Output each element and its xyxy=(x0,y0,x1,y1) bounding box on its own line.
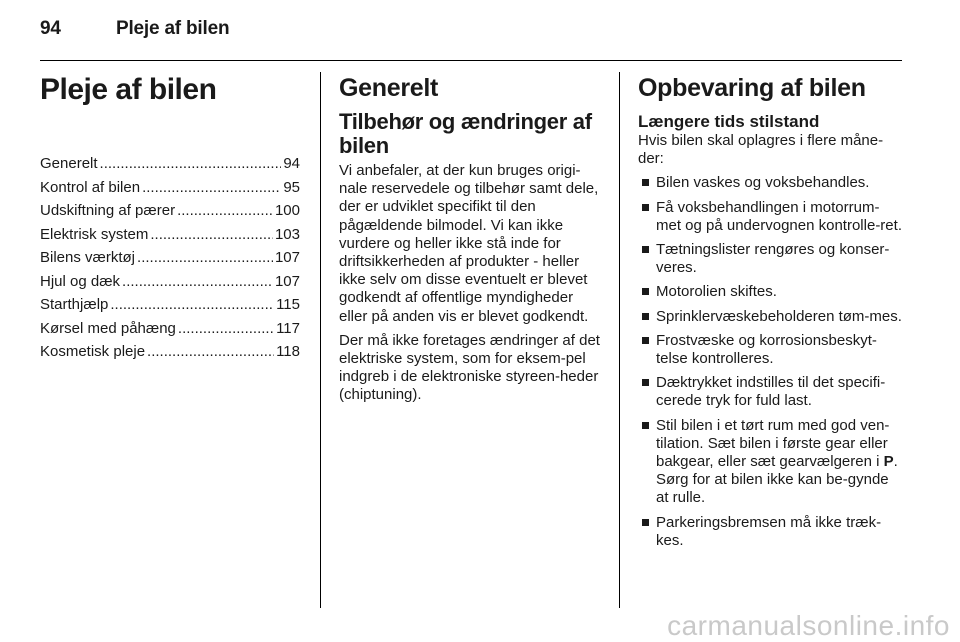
list-item: Bilen vaskes og voksbehandles. xyxy=(638,174,904,192)
toc-item[interactable]: Bilens værktøj ..... 107 xyxy=(40,246,300,270)
page-number: 94 xyxy=(40,18,61,39)
toc-item[interactable]: Kosmetisk pleje ..... 118 xyxy=(40,340,300,364)
toc-item[interactable]: Elektrisk system ..... 103 xyxy=(40,223,300,247)
toc-column xyxy=(40,72,300,364)
intro-paragraph: Hvis bilen skal oplagres i flere måne-der: xyxy=(638,132,884,168)
list-item: Parkeringsbremsen må ikke træk-kes. xyxy=(638,514,904,550)
section-title: Generelt xyxy=(339,74,439,102)
list-item: Stil bilen i et tørt rum med god ven-tilation. Sæt bilen i første gear eller bakgear, eller sæt gearvælgeren i P. Sørg for at bilen ikke kan be-gynde at rulle. xyxy=(638,417,904,508)
page-header xyxy=(40,18,229,40)
toc-item[interactable]: Starthjælp ..... 115 xyxy=(40,293,300,317)
list-item: Motorolien skiftes. xyxy=(638,283,904,301)
section-subtitle: Tilbehør og ændringer af bilen xyxy=(339,109,592,158)
toc-item[interactable]: Kørsel med påhæng ..... 117 xyxy=(40,317,300,341)
paragraph: Der må ikke foretages ændringer af det elektriske system, som for eksem-pel indgreb i de elektroniske styreen-heder (chiptuning). xyxy=(339,331,600,404)
toc-item[interactable]: Udskiftning af pærer ..... 100 xyxy=(40,199,300,223)
table-of-contents xyxy=(40,152,300,364)
header-rule xyxy=(40,60,902,61)
list-item: Sprinklervæskebeholderen tøm-mes. xyxy=(638,308,904,326)
list-item: Dæktrykket indstilles til det specifi-cerede tryk for fuld last. xyxy=(638,374,904,410)
watermark: carmanualsonline.info xyxy=(667,610,950,641)
opbevaring-column xyxy=(638,72,904,556)
paragraph: Vi anbefaler, at der kun bruges origi-nale reservedele og tilbehør samt dele, der er udviklet specifikt til den pågældende bilmodel. Vi kan ikke vurdere og heller ikke stå inde for driftsikkerheden af produkter - heller ikke selv om disse eventuelt er blevet godkendt af offentlige myndigheder eller på anden vis er blevet godkendt. xyxy=(339,162,599,325)
generelt-column xyxy=(339,72,605,411)
header-title: Pleje af bilen xyxy=(116,18,230,39)
bullet-list xyxy=(638,174,904,550)
column-divider xyxy=(619,72,620,608)
gear-p-label: P xyxy=(883,453,894,471)
list-item: Frostvæske og korrosionsbeskyt-telse kontrolleres. xyxy=(638,332,904,368)
chapter-title: Pleje af bilen xyxy=(40,73,217,106)
list-item: Få voksbehandlingen i motorrum-met og på undervognen kontrolle-ret. xyxy=(638,199,904,235)
toc-item[interactable]: Hjul og dæk ..... 107 xyxy=(40,270,300,294)
toc-item[interactable]: Kontrol af bilen ..... 95 xyxy=(40,176,300,200)
toc-item[interactable]: Generelt ..... 94 xyxy=(40,152,300,176)
section-title: Opbevaring af bilen xyxy=(638,74,866,102)
column-divider xyxy=(320,72,321,608)
list-item: Tætningslister rengøres og konser-veres. xyxy=(638,241,904,277)
section-subtitle: Længere tids stilstand xyxy=(638,112,820,131)
